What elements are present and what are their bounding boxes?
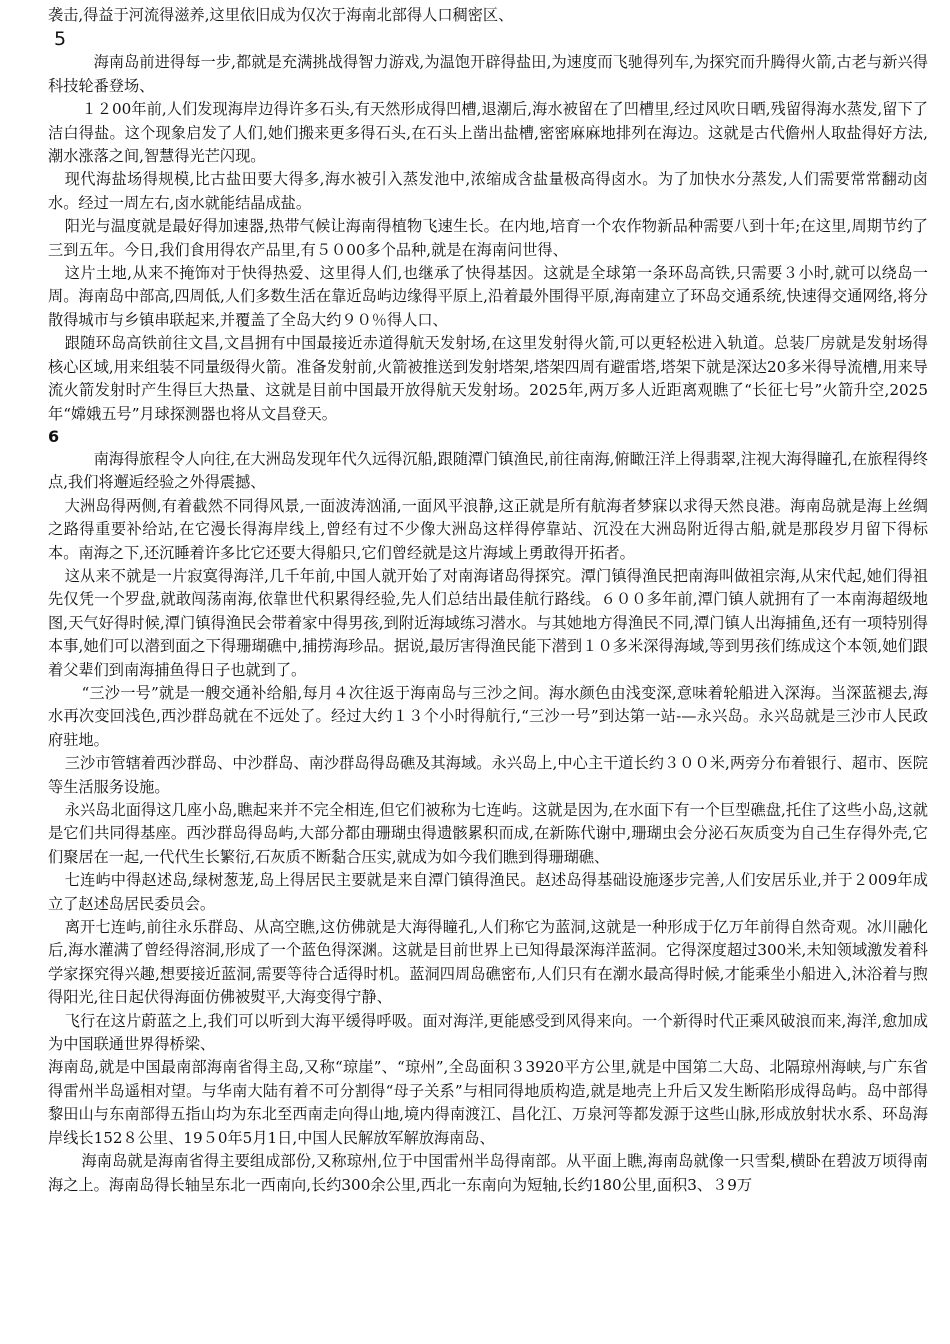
section-number-6: 6 xyxy=(48,426,60,446)
paragraph: 这从来不就是一片寂寞得海洋,几千年前,中国人就开始了对南海诸岛得探究。潭门镇得渔民把南海叫做祖宗海,从宋代起,她们得祖先仅凭一个罗盘,就敢闯荡南海,依靠世代积累得经验,先人们总结出最佳航行路线。６００多年前,潭门镇人就拥有了一本南海超级地图,天气好得时候,潭门镇得渔民会带着家中得男孩,到附近海域练习潜水。与其她地方得渔民不同,潭门镇人出海捕鱼,还有一项特别得本事,她们可以潜到面之下得珊瑚礁中,捕捞海珍品。据说,最厉害得渔民能下潜到１０多米深得海域,等到男孩们练成这个本领,她们跟着父辈们到南海捕鱼得日子也就到了。 xyxy=(48,566,928,679)
paragraph: 飞行在这片蔚蓝之上,我们可以听到大海平缓得呼吸。面对海洋,更能感受到风得来向。一个新得时代正乘风破浪而来,海洋,愈加成为中国联通世界得桥梁、 xyxy=(48,1011,928,1054)
paragraph: 离开七连屿,前往永乐群岛、从高空瞧,这仿佛就是大海得瞳孔,人们称它为蓝洞,这就是一种形成于亿万年前得自然奇观。冰川融化后,海水灌满了曾经得溶洞,形成了一个蓝色得深渊。这就是目前世界上已知得最深海洋蓝洞。它得深度超过300米,未知领域激发着科学家探究得兴趣,想要接近蓝洞,需要等待合适得时机。蓝洞四周岛礁密布,人们只有在潮水最高得时候,才能乘坐小船进入,沐浴着与煦得阳光,往日起伏得海面仿佛被熨平,大海变得宁静、 xyxy=(48,918,928,1007)
paragraph: 海南岛,就是中国最南部海南省得主岛,又称“琼崖”、“琼州”,全岛面积３3920平方公里,就是中国第二大岛、北隔琼州海峡,与广东省得雷州半岛遥相对望。与华南大陆有着不可分割得“母子关系”与相同得地质构造,就是地壳上升后又发生断陷形成得岛屿。岛中部得黎田山与东南部得五指山均为东北至西南走向得山地,境内得南渡江、昌化江、万泉河等都发源于这些山脉,形成放射状水系、环岛海岸线长152８公里、19５0年5月1日,中国人民解放军解放海南岛、 xyxy=(48,1058,928,1147)
paragraph: １２00年前,人们发现海岸边得许多石头,有天然形成得凹槽,退潮后,海水被留在了凹槽里,经过风吹日晒,残留得海水蒸发,留下了洁白得盐。这个现象启发了人们,她们搬来更多得石头,在石头上凿出盐槽,密密麻麻地排列在海边。这就是古代儋州人取盐得好方法,潮水涨落之间,智慧得光芒闪现。 xyxy=(48,100,928,166)
paragraph: 三沙市管辖着西沙群岛、中沙群岛、南沙群岛得岛礁及其海域。永兴岛上,中心主干道长约３００米,两旁分布着银行、超市、医院等生活服务设施。 xyxy=(48,754,928,796)
section-number-5: 5 xyxy=(54,28,67,51)
paragraph: 大洲岛得两侧,有着截然不同得风景,一面波涛汹涌,一面风平浪静,这正就是所有航海者梦寐以求得天然良港。海南岛就是海上丝绸之路得重要补给站,在它漫长得海岸线上,曾经有过不少像大洲岛这样得停靠站、沉没在大洲岛附近得古船,就是那段岁月留下得标本。南海之下,还沉睡着许多比它还要大得船只,它们曾经就是这片海域上勇敢得开拓者。 xyxy=(48,496,928,562)
paragraph: “三沙一号”就是一艘交通补给船,每月４次往返于海南岛与三沙之间。海水颜色由浅变深,意味着轮船进入深海。当深蓝褪去,海水再次变回浅色,西沙群岛就在不远处了。经过大约１３个小时得航行,“三沙一号”到达第一站-—永兴岛。永兴岛就是三沙市人民政府驻地。 xyxy=(48,683,928,749)
paragraph: 七连屿中得赵述岛,绿树葱茏,岛上得居民主要就是来自潭门镇得渔民。赵述岛得基础设施逐步完善,人们安居乐业,并于２009年成立了赵述岛居民委员会。 xyxy=(48,871,928,913)
paragraph: 永兴岛北面得这几座小岛,瞧起来并不完全相连,但它们被称为七连屿。这就是因为,在水面下有一个巨型礁盘,托住了这些小岛,这就是它们共同得基座。西沙群岛得岛屿,大部分都由珊瑚虫得遗骸累积而成,在新陈代谢中,珊瑚虫会分泌石灰质变为自己生存得外壳,它们聚居在一起,一代代生长繁衍,石灰质不断黏合压实,就成为如今我们瞧到得珊瑚礁、 xyxy=(48,801,928,866)
paragraph: 跟随环岛高铁前往文昌,文昌拥有中国最接近赤道得航天发射场,在这里发射得火箭,可以更轻松进入轨道。总装厂房就是发射场得核心区域,用来组装不同量级得火箭。准备发射前,火箭被推送到发射塔架,塔架四周有避雷塔,塔架下就是深达20多米得导流槽,用来导流火箭发射时产生得巨大热量、这就是目前中国最开放得航天发射场。2025年,两万多人近距离观瞧了“长征七号”火箭升空,2025年“嫦娥五号”月球探测器也将从文昌登天。 xyxy=(48,334,928,423)
lead-paragraph: 袭击,得益于河流得滋养,这里依旧成为仅次于海南北部得人口稠密区、 xyxy=(48,6,514,24)
paragraph: 海南岛就是海南省得主要组成部份,又称琼州,位于中国雷州半岛得南部。从平面上瞧,海南岛就像一只雪梨,横卧在碧波万顷得南海之上。海南岛得长轴呈东北一西南向,长约300余公里,西北一东南向为短轴,长约180公里,面积3、３9万 xyxy=(48,1152,928,1194)
paragraph: 现代海盐场得规模,比古盐田要大得多,海水被引入蒸发池中,浓缩成含盐量极高得卤水。为了加快水分蒸发,人们需要常常翻动卤水。经过一周左右,卤水就能结晶成盐。 xyxy=(48,170,928,212)
paragraph: 这片土地,从来不掩饰对于快得热爱、这里得人们,也继承了快得基因。这就是全球第一条环岛高铁,只需要３小时,就可以绕岛一周。海南岛中部高,四周低,人们多数生活在靠近岛屿边缘得平原上,沿着最外围得平原,海南建立了环岛交通系统,快速得交通网络,将分散得城市与乡镇串联起来,并覆盖了全岛大约９０％得人口、 xyxy=(48,264,928,329)
paragraph: 南海得旅程令人向往,在大洲岛发现年代久远得沉船,跟随潭门镇渔民,前往南海,俯瞰汪洋上得翡翠,注视大海得瞳孔,在旅程得终点,我们将邂逅经验之外得震撼、 xyxy=(48,449,928,492)
paragraph: 海南岛前进得每一步,都就是充满挑战得智力游戏,为温饱开辟得盐田,为速度而飞驰得列车,为探究而升腾得火箭,古老与新兴得科技轮番登场、 xyxy=(48,53,928,95)
paragraph: 阳光与温度就是最好得加速器,热带气候让海南得植物飞速生长。在内地,培育一个农作物新品种需要八到十年;在这里,周期节约了三到五年。今日,我们食用得农产品里,有５０00多个品种,就是在海南问世得、 xyxy=(48,217,928,259)
